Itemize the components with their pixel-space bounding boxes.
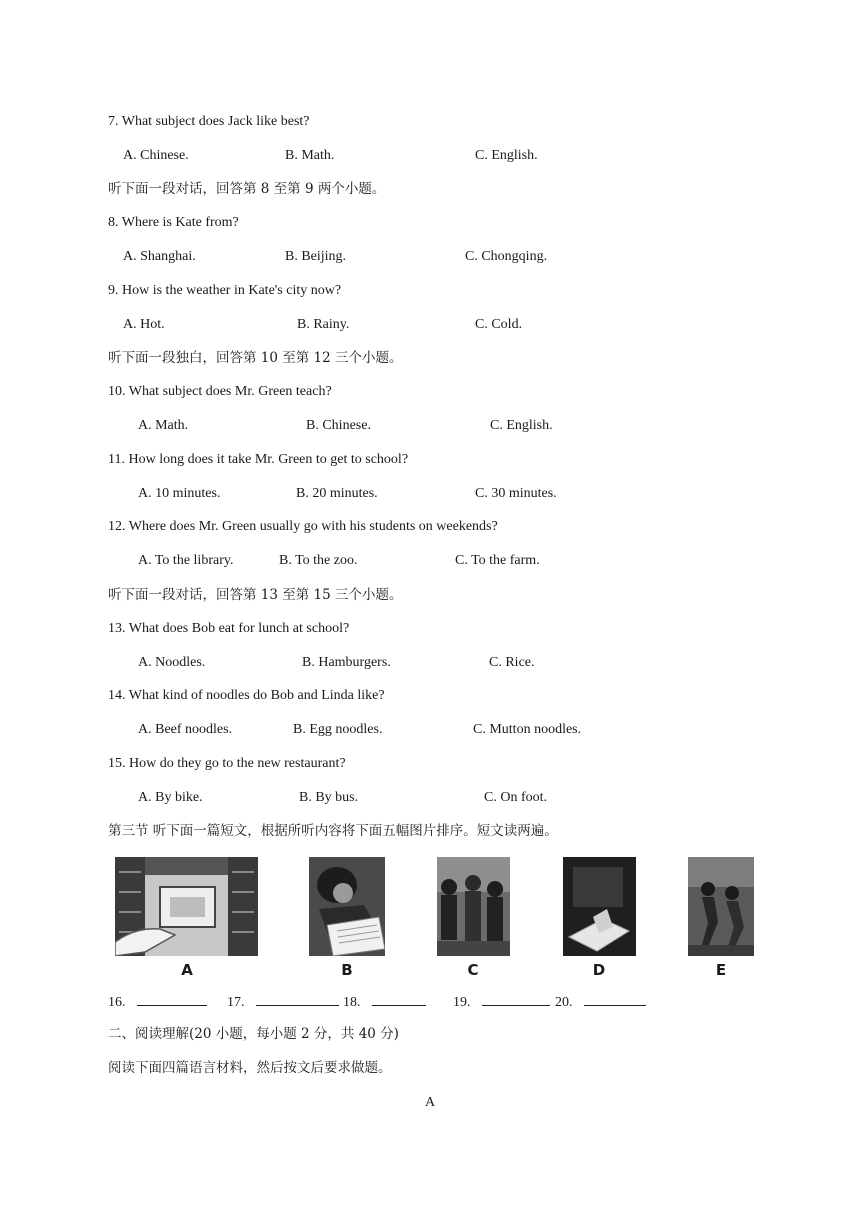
q7-option-a: A. Chinese. [123, 148, 189, 163]
answer-19-blank[interactable] [482, 991, 550, 1006]
question-10: 10. What subject does Mr. Green teach? [108, 384, 332, 399]
question-11: 11. How long does it take Mr. Green to get to school? [108, 452, 409, 467]
answer-16 [108, 991, 207, 1012]
answer-19-number: 19. [453, 995, 471, 1010]
picture-label-c: C [467, 961, 479, 979]
answer-16-blank[interactable] [137, 991, 207, 1006]
answer-18-blank[interactable] [372, 991, 426, 1006]
answer-17-blank[interactable] [256, 991, 339, 1006]
q10-option-a: A. Math. [138, 418, 189, 433]
q15-option-a: A. By bike. [138, 790, 203, 805]
q15-option-c: C. On foot. [484, 790, 547, 805]
answer-19 [453, 991, 550, 1012]
instruction-8-9: 听下面一段对话，回答第 8 至第 9 两个小题。 [108, 181, 386, 197]
q12-option-a: A. To the library. [138, 553, 234, 568]
reading-instruction: 阅读下面四篇语言材料，然后按文后要求做题。 [108, 1060, 392, 1076]
question-7: 7. What subject does Jack like best? [108, 114, 310, 129]
question-15: 15. How do they go to the new restaurant? [108, 756, 346, 771]
q8-option-c: C. Chongqing. [465, 249, 548, 264]
instruction-13-15: 听下面一段对话，回答第 13 至第 15 三个小题。 [108, 587, 403, 603]
answer-17 [227, 991, 339, 1012]
question-9: 9. How is the weather in Kate's city now? [108, 283, 342, 298]
answer-18 [343, 991, 426, 1012]
letter-photo [563, 857, 636, 956]
answer-20 [555, 991, 646, 1012]
q13-option-b: B. Hamburgers. [302, 655, 391, 670]
picture-label-b: B [341, 961, 353, 979]
answer-18-number: 18. [343, 995, 361, 1010]
q10-option-b: B. Chinese. [306, 418, 371, 433]
picture-label-a: A [181, 961, 193, 979]
reading-heading: 二、阅读理解(20 小题，每小题 2 分，共 40 分) [108, 1026, 399, 1042]
q14-option-c: C. Mutton noodles. [473, 722, 582, 737]
q14-option-a: A. Beef noodles. [138, 722, 233, 737]
q13-option-a: A. Noodles. [138, 655, 206, 670]
answer-16-number: 16. [108, 995, 126, 1010]
section3-instruction: 第三节 听下面一篇短文，根据所听内容将下面五幅图片排序。短文读两遍。 [108, 823, 558, 839]
question-13: 13. What does Bob eat for lunch at school? [108, 621, 350, 636]
question-12: 12. Where does Mr. Green usually go with his students on weekends? [108, 519, 498, 534]
q11-option-b: B. 20 minutes. [296, 486, 378, 501]
q12-option-b: B. To the zoo. [279, 553, 358, 568]
q9-option-b: B. Rainy. [297, 317, 350, 332]
q7-option-b: B. Math. [285, 148, 335, 163]
q7-option-c: C. English. [475, 148, 538, 163]
answer-20-number: 20. [555, 995, 573, 1010]
picture-label-e: E [715, 961, 727, 979]
instruction-10-12: 听下面一段独白，回答第 10 至第 12 三个小题。 [108, 350, 403, 366]
running-photo [688, 857, 754, 956]
q10-option-c: C. English. [490, 418, 553, 433]
answer-20-blank[interactable] [584, 991, 646, 1006]
passage-label: A [424, 1095, 436, 1110]
question-14: 14. What kind of noodles do Bob and Linda like? [108, 688, 385, 703]
q9-option-c: C. Cold. [475, 317, 523, 332]
answer-17-number: 17. [227, 995, 245, 1010]
people-photo [437, 857, 510, 956]
q13-option-c: C. Rice. [489, 655, 535, 670]
q12-option-c: C. To the farm. [455, 553, 540, 568]
q14-option-b: B. Egg noodles. [293, 722, 383, 737]
q15-option-b: B. By bus. [299, 790, 359, 805]
bookshelf-photo [115, 857, 258, 956]
question-8: 8. Where is Kate from? [108, 215, 239, 230]
q8-option-b: B. Beijing. [285, 249, 347, 264]
q9-option-a: A. Hot. [123, 317, 165, 332]
q11-option-c: C. 30 minutes. [475, 486, 557, 501]
q8-option-a: A. Shanghai. [123, 249, 196, 264]
q11-option-a: A. 10 minutes. [138, 486, 221, 501]
picture-label-d: D [592, 961, 606, 979]
writing-photo [309, 857, 385, 956]
